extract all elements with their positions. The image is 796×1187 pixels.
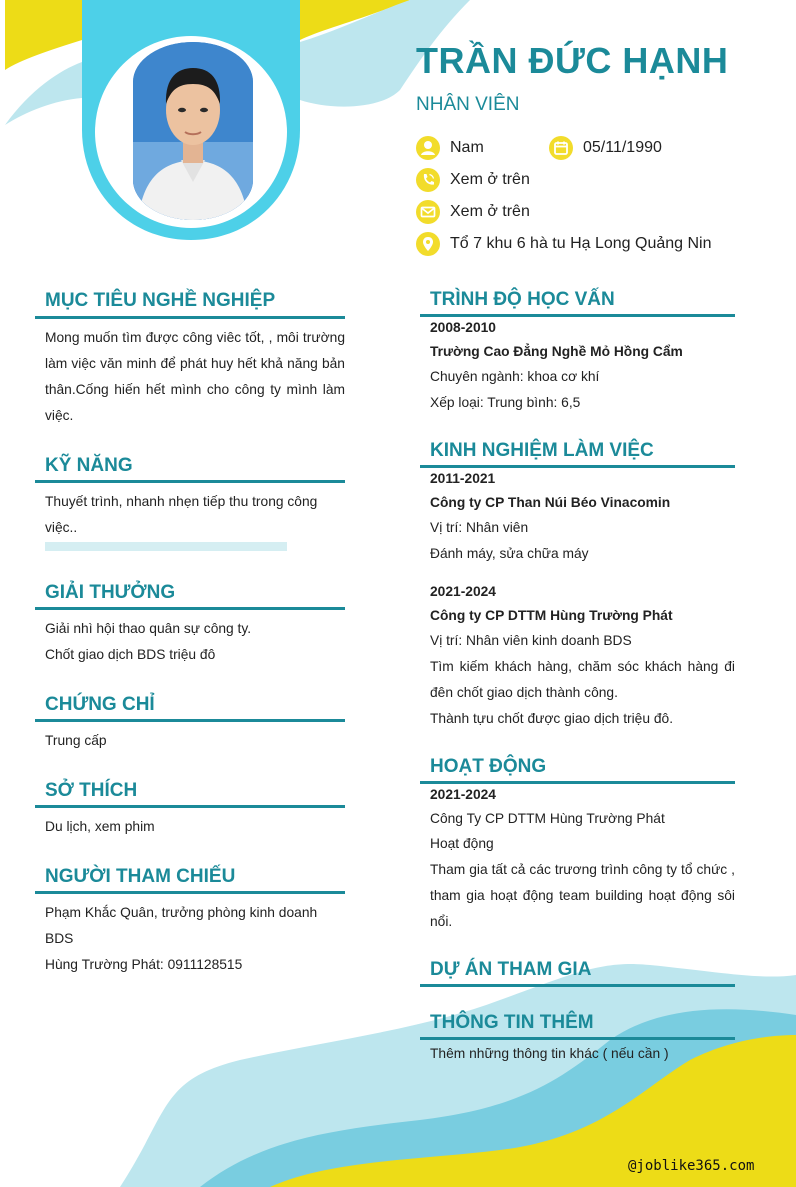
address-value: Tổ 7 khu 6 hà tu Hạ Long Quảng Nin: [450, 235, 712, 252]
footer-handle: @joblike365.com: [628, 1158, 755, 1174]
skills-text: Thuyết trình, nhanh nhẹn tiếp thu trong công việc..: [45, 494, 318, 535]
hobbies-text: Du lịch, xem phim: [45, 819, 155, 834]
award-item: Giải nhì hội thao quân sự công ty.: [45, 621, 252, 636]
candidate-name: TRẦN ĐỨC HẠNH: [416, 40, 729, 81]
gender-row: [416, 136, 484, 160]
skills-title: KỸ NĂNG: [45, 455, 133, 476]
additional-title: THÔNG TIN THÊM: [430, 1012, 594, 1033]
activities-block: [430, 783, 735, 935]
activity-description: Tham gia tất cả các trương trình công ty tổ chức , tham gia hoạt động team building hoạt động sôi nổi.: [430, 862, 735, 929]
objective-title: MỤC TIÊU NGHỀ NGHIỆP: [45, 290, 276, 311]
reference-item: Phạm Khắc Quân, trưởng phòng kinh doanh BDS: [45, 905, 318, 946]
certificates-title: CHỨNG CHỈ: [45, 694, 155, 715]
references-title: NGƯỜI THAM CHIẾU: [45, 866, 236, 887]
mail-icon: [416, 200, 440, 224]
job-company: Công ty CP DTTM Hùng Trường Phát: [430, 608, 673, 623]
award-item: Chốt giao dịch BDS triệu đô: [45, 647, 216, 662]
additional-divider: [420, 1037, 735, 1040]
gender-value: Nam: [450, 139, 484, 156]
skills-divider: [35, 480, 345, 483]
birthday-row: [549, 136, 662, 160]
certificates-divider: [35, 719, 345, 722]
hobbies-title: SỞ THÍCH: [45, 780, 138, 801]
references-list: [45, 900, 345, 978]
awards-list: [45, 616, 345, 668]
awards-divider: [35, 607, 345, 610]
experience-job: [430, 580, 735, 732]
projects-title: DỰ ÁN THAM GIA: [430, 959, 592, 980]
experience-job: [430, 467, 735, 567]
education-title: TRÌNH ĐỘ HỌC VẤN: [430, 289, 615, 310]
job-description: Đánh máy, sửa chữa máy: [430, 546, 589, 561]
objective-divider: [35, 316, 345, 319]
avatar-frame: [95, 36, 287, 228]
job-period: 2011-2021: [430, 471, 496, 486]
references-divider: [35, 891, 345, 894]
avatar: [133, 42, 253, 220]
activities-title: HOẠT ĐỘNG: [430, 756, 547, 777]
birthday-value: 05/11/1990: [583, 139, 662, 156]
job-period: 2021-2024: [430, 584, 496, 599]
skill-level-bar: [45, 542, 287, 551]
location-pin-icon: [416, 232, 440, 256]
education-block: [430, 316, 735, 416]
objective-text: Mong muốn tìm được công viêc tốt, , môi trường làm việc văn minh để phát huy hết khả năng bản thân.Cống hiến hết mình cho công ty mình làm việc.: [45, 330, 345, 423]
education-grade: Xếp loại: Trung bình: 6,5: [430, 395, 581, 410]
education-period: 2008-2010: [430, 320, 496, 335]
phone-value: Xem ở trên: [450, 171, 530, 188]
calendar-icon: [549, 136, 573, 160]
additional-text: Thêm những thông tin khác ( nếu cần ): [430, 1046, 669, 1061]
job-company: Công ty CP Than Núi Béo Vinacomin: [430, 495, 671, 510]
portrait-image: [133, 42, 253, 220]
job-position: Vị trí: Nhân viên kinh doanh BDS: [430, 633, 632, 648]
hobbies-divider: [35, 805, 345, 808]
experience-title: KINH NGHIỆM LÀM VIỆC: [430, 440, 654, 461]
reference-item: Hùng Trường Phát: 0911128515: [45, 957, 243, 972]
address-row: [416, 232, 712, 256]
activity-organization: Công Ty CP DTTM Hùng Trường Phát: [430, 811, 665, 826]
phone-row: [416, 168, 530, 192]
activity-role: Hoạt động: [430, 836, 494, 851]
education-major: Chuyên ngành: khoa cơ khí: [430, 369, 600, 384]
job-description: Tìm kiếm khách hàng, chăm sóc khách hàng đi đên chốt giao dịch thành công.: [430, 659, 735, 700]
awards-title: GIẢI THƯỞNG: [45, 582, 176, 603]
job-position: Vị trí: Nhân viên: [430, 520, 529, 535]
candidate-role: NHÂN VIÊN: [416, 94, 520, 115]
activity-period: 2021-2024: [430, 787, 496, 802]
job-achievement: Thành tựu chốt được giao dịch triệu đô.: [430, 711, 674, 726]
email-value: Xem ở trên: [450, 203, 530, 220]
phone-icon: [416, 168, 440, 192]
user-icon: [416, 136, 440, 160]
projects-divider: [420, 984, 735, 987]
certificates-text: Trung cấp: [45, 733, 107, 748]
education-school: Trường Cao Đẳng Nghề Mỏ Hồng Cẩm: [430, 344, 683, 359]
email-row: [416, 200, 530, 224]
